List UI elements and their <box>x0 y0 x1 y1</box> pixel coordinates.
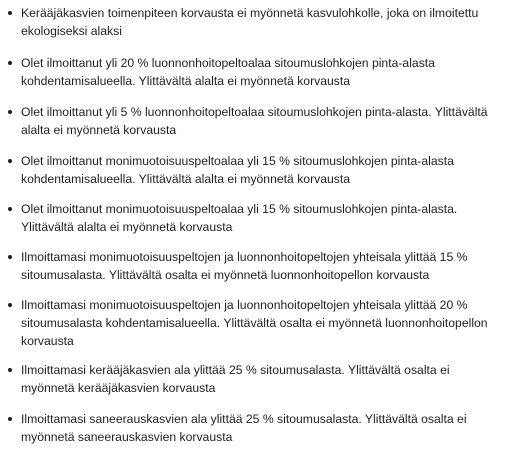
notice-item <box>0 248 513 284</box>
bullet-icon <box>8 255 12 259</box>
bullet-icon <box>8 61 12 65</box>
notice-text: Olet ilmoittanut yli 20 % luonnonhoitopeltoalaa sitoumuslohkojen pinta-alasta kohdentamisalueella. Ylittävältä alalta ei myönnetä korvausta <box>21 56 435 88</box>
notice-item <box>0 152 513 188</box>
notice-text: Olet ilmoittanut yli 5 % luonnonhoitopeltoalaa sitoumuslohkojen pinta-alasta. Ylittävältä alalta ei myönnetä korvausta <box>21 105 488 137</box>
bullet-icon <box>8 368 12 372</box>
bullet-icon <box>8 110 12 114</box>
notice-item <box>0 54 513 90</box>
notice-item <box>0 296 513 350</box>
bullet-icon <box>8 159 12 163</box>
bullet-icon <box>8 303 12 307</box>
bullet-icon <box>8 11 12 15</box>
notice-item <box>0 361 513 397</box>
notice-item <box>0 103 513 139</box>
notice-text: Olet ilmoittanut monimuotoisuuspeltoalaa yli 15 % sitoumuslohkojen pinta-alasta kohdentamisalueella. Ylittävältä alalta ei myönnetä korvausta <box>21 154 454 186</box>
notice-text: Ilmoittamasi monimuotoisuuspeltojen ja luonnonhoitopeltojen yhteisala ylittää 20 % sitoumusalasta kohdentamisalueella. Ylittävältä osalta ei myönnetä luonnonhoitopellon korvausta <box>21 298 488 348</box>
notice-item <box>0 4 513 40</box>
notice-text: Ilmoittamasi kerääjäkasvien ala ylittää 25 % sitoumusalasta. Ylittävältä osalta ei myönnetä kerääjäkasvien korvausta <box>21 363 450 395</box>
notice-text: Ilmoittamasi saneerauskasvien ala ylittää 25 % sitoumusalasta. Ylittävältä osalta ei myönnetä saneerauskasvien korvausta <box>21 412 467 444</box>
notice-text: Olet ilmoittanut monimuotoisuuspeltoalaa yli 15 % sitoumuslohkojen pinta-alasta. Ylittävältä alalta ei myönnetä korvausta <box>21 202 458 234</box>
bullet-icon <box>8 417 12 421</box>
notice-item <box>0 200 513 236</box>
notice-text: Ilmoittamasi monimuotoisuuspeltojen ja luonnonhoitopeltojen yhteisala ylittää 15 % sitoumusalasta. Ylittävältä osalta ei myönnetä luonnonhoitopellon korvausta <box>21 250 468 282</box>
notice-text: Kerääjäkasvien toimenpiteen korvausta ei myönnetä kasvulohkolle, joka on ilmoitettu ekologiseksi alaksi <box>21 6 479 38</box>
bullet-icon <box>8 207 12 211</box>
notice-item <box>0 410 513 446</box>
